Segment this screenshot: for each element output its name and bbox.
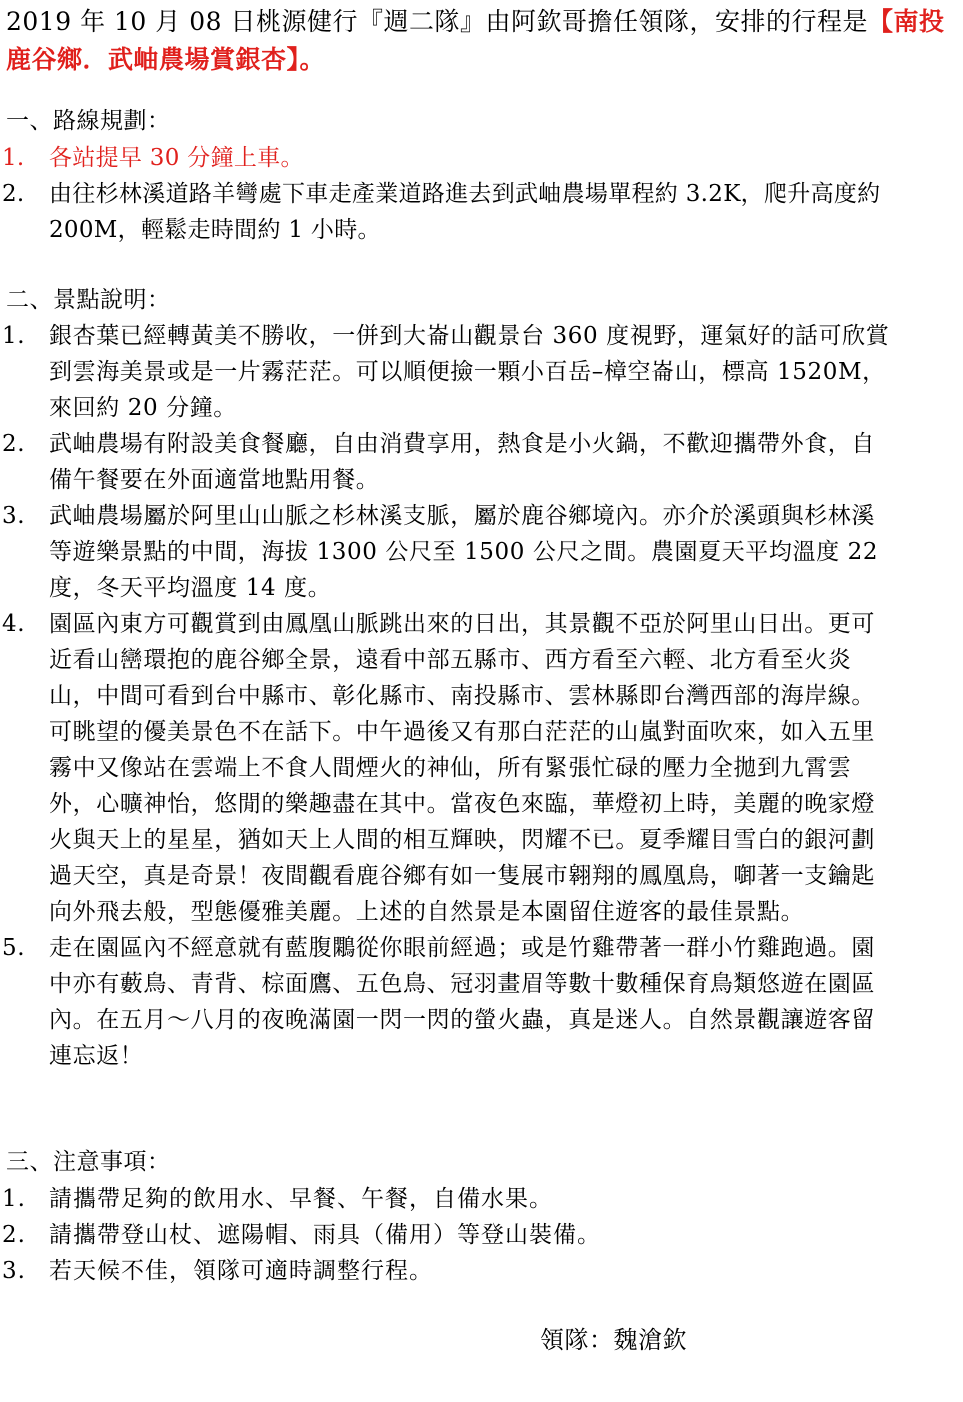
item-text: 走在園區內不經意就有藍腹鷴從你眼前經過；或是竹雞帶著一群小竹雞跑過。園中亦有藪鳥、青背、棕面鷹、五色鳥、冠羽畫眉等數十數種保育鳥類悠遊在園區內。在五月～八月的夜晚滿園一閃一閃的螢火蟲，真是迷人。自然景觀讓遊客留連忘返！ xyxy=(49,935,875,1069)
item-text: 請攜帶登山杖、遮陽帽、雨具（備用）等登山裝備。 xyxy=(49,1222,601,1248)
item-number: 3. xyxy=(2,503,26,529)
item-text: 請攜帶足夠的飲用水、早餐、午餐，自備水果。 xyxy=(49,1186,553,1212)
item-number: 2. xyxy=(2,431,26,457)
item-number: 5. xyxy=(2,935,26,961)
list-item xyxy=(0,1181,800,1217)
list-item xyxy=(0,318,898,426)
notes-list xyxy=(0,1181,800,1289)
item-number: 2. xyxy=(2,181,25,207)
item-number: 4. xyxy=(2,611,26,637)
item-number: 1. xyxy=(2,145,25,171)
list-item xyxy=(0,1217,800,1253)
intro-text: 2019 年 10 月 08 日桃源健行『週二隊』由阿欽哥擔任領隊，安排的行程是 xyxy=(6,7,868,36)
item-text: 銀杏葉已經轉黃美不勝收，一併到大崙山觀景台 360 度視野，運氣好的話可欣賞到雲海美景或是一片霧茫茫。可以順便撿一顆小百岳–樟空崙山，標高 1520M，來回約 20 分鐘。 xyxy=(49,323,890,421)
list-item xyxy=(0,426,898,498)
item-text: 由往杉林溪道路羊彎處下車走產業道路進去到武岫農場單程約 3.2K，爬升高度約 200M，輕鬆走時間約 1 小時。 xyxy=(49,181,881,243)
route-list xyxy=(0,140,890,248)
trip-highlight: 【南投鹿谷鄉．武岫農場賞銀杏】 xyxy=(6,7,945,74)
item-text: 武岫農場屬於阿里山山脈之杉林溪支脈，屬於鹿谷鄉境內。亦介於溪頭與杉林溪等遊樂景點的中間，海拔 1300 公尺至 1500 公尺之間。農園夏天平均溫度 22 度，冬天平均溫度 14 度。 xyxy=(49,503,879,601)
intro-end-mark: 。 xyxy=(299,45,326,74)
item-text: 武岫農場有附設美食餐廳，自由消費享用，熱食是小火鍋，不歡迎攜帶外食，自備午餐要在外面適當地點用餐。 xyxy=(49,431,875,493)
list-item xyxy=(0,606,898,930)
item-text: 各站提早 30 分鐘上車。 xyxy=(49,145,304,171)
list-item xyxy=(0,930,898,1074)
item-number: 1. xyxy=(2,1186,26,1212)
list-item xyxy=(0,176,890,248)
list-item xyxy=(0,1253,800,1289)
sights-list xyxy=(0,318,898,1074)
item-number: 1. xyxy=(2,323,26,349)
list-item xyxy=(0,498,898,606)
section-title-sights: 二、景點說明： xyxy=(6,287,171,313)
item-text: 若天候不佳，領隊可適時調整行程。 xyxy=(49,1258,433,1284)
item-text: 園區內東方可觀賞到由鳳凰山脈跳出來的日出，其景觀不亞於阿里山日出。更可近看山巒環抱的鹿谷鄉全景，遠看中部五縣市、西方看至六輕、北方看至火炎山，中間可看到台中縣市、彰化縣市、南投縣市、雲林縣即台灣西部的海岸線。可眺望的優美景色不在話下。中午過後又有那白茫茫的山嵐對面吹來，如入五里霧中又像站在雲端上不食人間煙火的神仙，所有緊張忙碌的壓力全拋到九霄雲外，心曠神怡，悠閒的樂趣盡在其中。當夜色來臨，華燈初上時，美麗的晚家燈火與天上的星星，猶如天上人間的相互輝映，閃耀不已。夏季耀目雪白的銀河劃過天空，真是奇景！夜間觀看鹿谷鄉有如一隻展市翱翔的鳳凰鳥，啣著一支鑰匙向外飛去般，型態優雅美麗。上述的自然景是本園留住遊客的最佳景點。 xyxy=(49,611,875,925)
leader-signature: 領隊：魏滄欽 xyxy=(540,1326,687,1354)
section-title-route: 一、路線規劃： xyxy=(6,108,171,134)
list-item xyxy=(0,140,890,176)
section-title-notes: 三、注意事項： xyxy=(6,1149,171,1175)
item-number: 3. xyxy=(2,1258,26,1284)
intro-paragraph xyxy=(6,3,951,79)
item-number: 2. xyxy=(2,1222,26,1248)
